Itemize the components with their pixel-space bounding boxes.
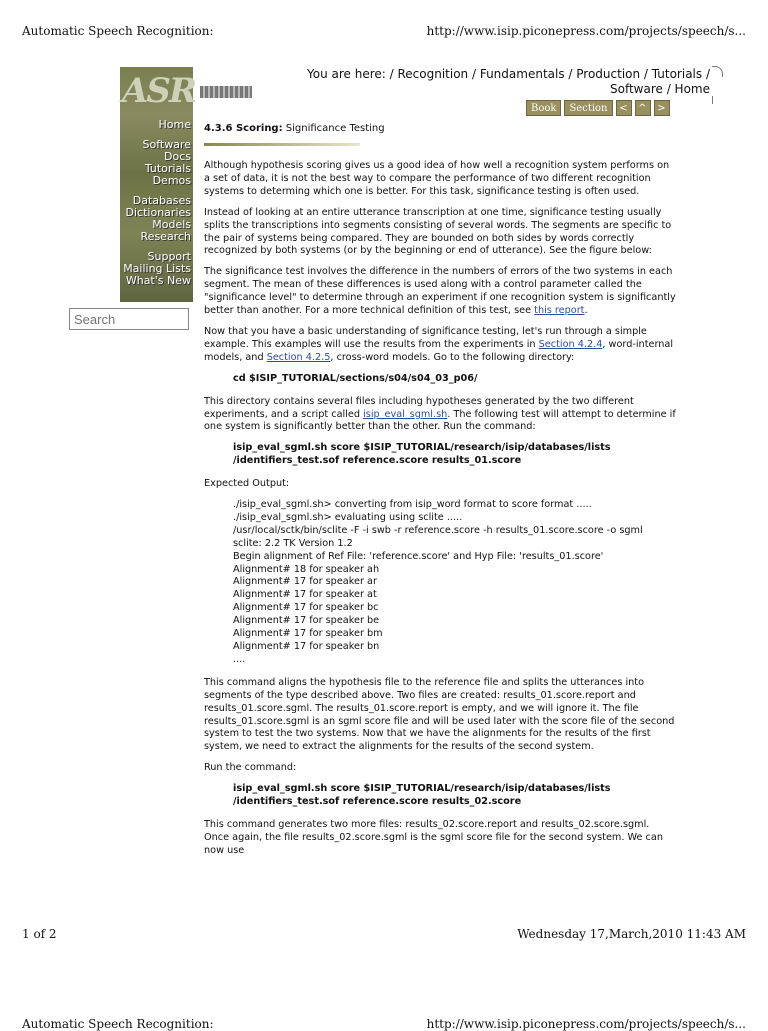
print-header-title: Automatic Speech Recognition:: [22, 1017, 214, 1031]
breadcrumb: [260, 67, 710, 97]
corner-decoration: [712, 66, 723, 77]
print-footer: [22, 927, 746, 941]
text: This directory contains several files including hypotheses generated by the two different experiments, and a script called: [204, 395, 634, 420]
paragraph-3: [204, 266, 676, 318]
text: , cross-word models. Go to the following directory:: [330, 351, 575, 363]
section-4-2-4-link[interactable]: Section 4.2.4: [538, 338, 603, 350]
command-line: /identifiers_test.sof reference.score results_02.score: [233, 796, 522, 808]
nav-links: [123, 119, 191, 287]
command-line: isip_eval_sgml.sh score $ISIP_TUTORIAL/research/isip/databases/lists: [233, 442, 611, 454]
nav-tutorials[interactable]: Tutorials: [144, 162, 191, 175]
nav-dictionaries[interactable]: Dictionaries: [125, 206, 191, 219]
nav-demos[interactable]: Demos: [152, 174, 191, 187]
breadcrumb-prefix: You are here:: [307, 67, 386, 81]
prev-icon[interactable]: <: [616, 100, 632, 116]
nav-models[interactable]: Models: [152, 218, 191, 231]
print-header: [22, 24, 746, 38]
next-icon[interactable]: >: [654, 100, 670, 116]
asr-logo[interactable]: ASR: [122, 71, 196, 111]
next-page-header: [22, 1017, 746, 1031]
nav-support[interactable]: Support: [147, 250, 191, 263]
script-link[interactable]: isip_eval_sgml.sh: [363, 408, 448, 420]
output-line: ....: [233, 653, 246, 665]
output-line: sclite: 2.2 TK Version 1.2: [233, 537, 353, 549]
output-line: Alignment# 17 for speaker ar: [233, 576, 377, 588]
command-line: isip_eval_sgml.sh score $ISIP_TUTORIAL/research/isip/databases/lists: [233, 783, 611, 795]
section-name: Significance Testing: [285, 123, 385, 134]
command-score-2: [233, 783, 676, 809]
paragraph-4: [204, 326, 676, 365]
text: The significance test involves the difference in the numbers of errors of the two systems in each segment. The mean of these differences is used along with a control parameter called the "significance level" to determine through an experiment if one recognition system is significantly better than another. For a more technical definition of this test, see: [204, 266, 676, 317]
output-line: Alignment# 17 for speaker bn: [233, 641, 380, 652]
page-count: 1 of 2: [22, 927, 57, 941]
nav-docs[interactable]: Docs: [164, 150, 191, 163]
nav-research[interactable]: Research: [140, 230, 191, 243]
text: .: [584, 305, 588, 317]
breadcrumb-path-2[interactable]: Software / Home: [609, 82, 710, 96]
nav-home[interactable]: Home: [158, 118, 191, 131]
run-command-label: Run the command:: [204, 762, 297, 774]
print-date: Wednesday 17,March,2010 11:43 AM: [517, 927, 746, 941]
paragraph-6: This command aligns the hypothesis file to the reference file and splits the utterances into segments of the type described above. Two files are created: results_01.score.report and results_01.score.sgml. The results_01.score.report is empty, and we will ignore it. The file results_01.score.sgml is an sgml score file and will be used later with the score file of the second system to test the two systems. Now that we have the alignments for the results of the first system, we need to extract the alignments for the results of the second system.: [204, 676, 675, 753]
output-line: /usr/local/sctk/bin/sclite -F -i swb -r reference.score -h results_01.score.score -o sgml: [233, 524, 643, 536]
command-cd: cd $ISIP_TUTORIAL/sections/s04/s04_03_p06/: [233, 372, 478, 384]
title-underline: [204, 143, 360, 146]
command-line: /identifiers_test.sof reference.score results_01.score: [233, 455, 522, 467]
paragraph-5: [204, 396, 676, 435]
print-header-url[interactable]: http://www.isip.piconepress.com/projects/speech/s...: [426, 1017, 746, 1031]
nav-whats-new[interactable]: What's New: [125, 274, 191, 287]
text: . The following test will attempt to determine if one system is significantly better than the other. Run the command:: [204, 408, 676, 433]
section-4-2-5-link[interactable]: Section 4.2.5: [266, 351, 331, 363]
nav-databases[interactable]: Databases: [132, 194, 191, 207]
corner-decoration-2: [712, 96, 719, 104]
book-button[interactable]: Book: [526, 100, 561, 116]
nav-mailing-lists[interactable]: Mailing Lists: [123, 262, 191, 275]
up-icon[interactable]: ^: [635, 100, 651, 116]
section-button[interactable]: Section: [564, 100, 612, 116]
output-line: Alignment# 17 for speaker bc: [233, 602, 379, 614]
breadcrumb-path[interactable]: / Recognition / Fundamentals / Production / Tutorials /: [389, 67, 710, 81]
command-score-1: [233, 442, 676, 468]
output-line: Alignment# 18 for speaker ah: [233, 563, 380, 575]
paragraph-2: Instead of looking at an entire utterance transcription at one time, significance testing usually splits the transcriptions into segments consisting of several words. The segments are specific to the pair of systems being compared. They are bounded on both sides by words correctly recognized by both systems (or by the beginning or end of utterance). See the figure below:: [204, 206, 672, 257]
nav-software[interactable]: Software: [142, 138, 191, 151]
text: Now that you have a basic understanding of significance testing, let's run through a simple example. This examples will use the results from the experiments in: [204, 325, 647, 350]
article-body: [204, 160, 676, 866]
paragraph-1: Although hypothesis scoring gives us a good idea of how well a recognition system performs on a set of data, it is not the best way to compare the performance of two different recognition systems to determing which one is better. For this task, significance testing is often used.: [204, 160, 670, 197]
print-header-title: Automatic Speech Recognition:: [22, 24, 214, 38]
output-line: Begin alignment of Ref File: 'reference.score' and Hyp File: 'results_01.score': [233, 550, 604, 562]
output-line: Alignment# 17 for speaker be: [233, 615, 380, 627]
output-line: ./isip_eval_sgml.sh> evaluating using sclite .....: [233, 511, 463, 523]
section-number: 4.3.6 Scoring:: [204, 123, 283, 134]
page-title: [204, 123, 385, 134]
output-line: Alignment# 17 for speaker bm: [233, 628, 383, 640]
search-input[interactable]: [69, 308, 189, 330]
expected-output-label: Expected Output:: [204, 478, 290, 490]
expected-output: [233, 499, 676, 667]
paragraph-7: This command generates two more files: results_02.score.report and results_02.score.sgml. Once again, the file results_02.score.sgml is the sgml score file for the second system. We can now use: [204, 818, 663, 856]
print-header-url[interactable]: http://www.isip.piconepress.com/projects/speech/s...: [426, 24, 746, 38]
header-decoration: [200, 86, 252, 98]
text: , word-internal models, and: [204, 338, 674, 363]
this-report-link[interactable]: this report: [534, 305, 585, 317]
output-line: Alignment# 17 for speaker at: [233, 589, 377, 601]
sidebar-nav: [120, 67, 196, 302]
page-nav-buttons: [526, 100, 670, 116]
output-line: ./isip_eval_sgml.sh> converting from isip_word format to score format .....: [233, 499, 592, 511]
